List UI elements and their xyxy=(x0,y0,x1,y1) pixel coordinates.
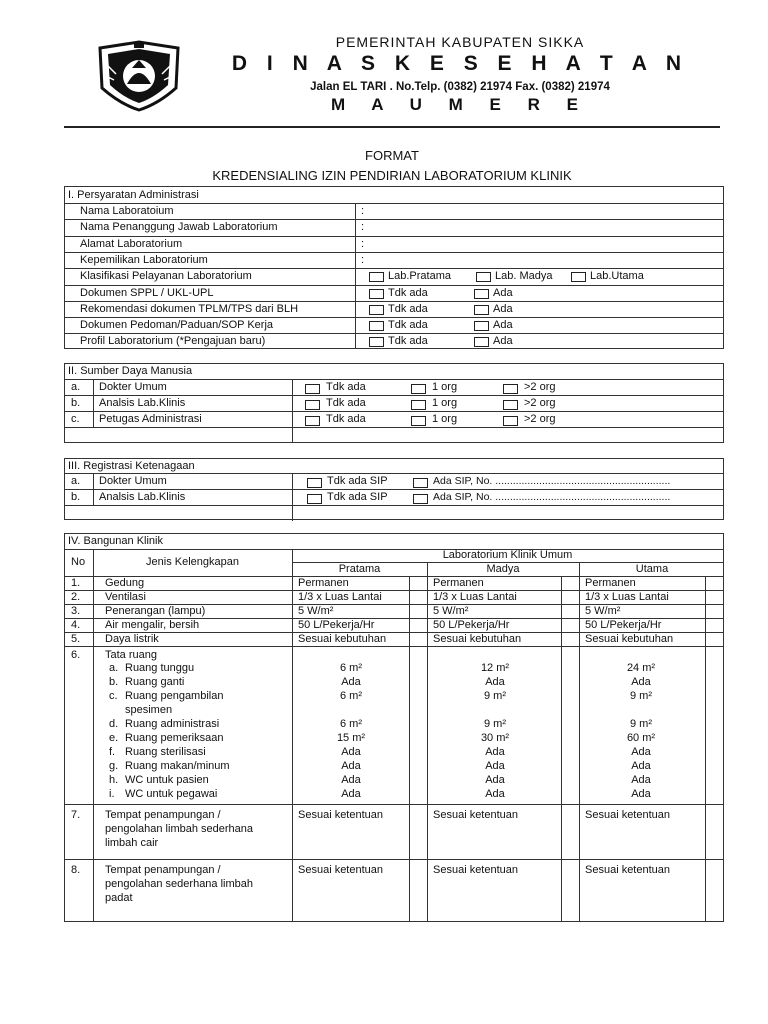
room-size-value: Ada xyxy=(485,746,505,758)
item-name: Penerangan (lampu) xyxy=(105,605,206,617)
option-label: 1 org xyxy=(432,397,458,409)
column-divider xyxy=(561,576,562,922)
room-size-value: Ada xyxy=(485,760,505,772)
item-name: Air mengalir, bersih xyxy=(105,619,200,631)
row-divider xyxy=(65,505,723,506)
option-checkbox-tdk-ada[interactable] xyxy=(305,416,320,426)
item-description: limbah cair xyxy=(105,837,159,849)
option-label: 1 org xyxy=(432,413,458,425)
option-checkbox-2-org[interactable] xyxy=(503,400,518,410)
sub-item-name: WC untuk pegawai xyxy=(125,788,218,800)
row-divider xyxy=(65,646,723,647)
header-divider xyxy=(64,126,720,128)
col-header-jenis: Jenis Kelengkapan xyxy=(146,556,239,568)
room-size-value: 6 m² xyxy=(340,662,362,674)
room-size-value: Ada xyxy=(631,760,651,772)
column-divider xyxy=(93,473,94,505)
column-divider xyxy=(292,473,293,521)
level-value: Permanen xyxy=(585,577,636,589)
sub-item-name: Ruang tunggu xyxy=(125,662,195,674)
field-label: Nama Laboratoium xyxy=(80,205,174,217)
option-label: Ada xyxy=(493,286,513,299)
option-label: >2 org xyxy=(524,397,556,409)
field-colon: : xyxy=(361,221,365,234)
office-address: Jalan EL TARI . No.Telp. (0382) 21974 Fax. (0382) 21974 xyxy=(310,81,610,93)
field-label: Profil Laboratorium (*Pengajuan baru) xyxy=(80,335,266,348)
option-label: 1 org xyxy=(432,381,458,393)
room-size-value: 9 m² xyxy=(484,718,506,730)
level-value: 50 L/Pekerja/Hr xyxy=(298,619,375,631)
room-size-value: Ada xyxy=(631,774,651,786)
has-sip-checkbox[interactable] xyxy=(413,494,428,504)
row-divider xyxy=(65,804,723,805)
column-divider xyxy=(93,379,94,427)
level-value: Sesuai ketentuan xyxy=(298,809,384,821)
sub-item-letter: i. xyxy=(109,788,115,800)
option-label: Lab.Pratama xyxy=(388,270,451,283)
option-checkbox-tdk-ada[interactable] xyxy=(305,400,320,410)
option-checkbox-lab-pratama[interactable] xyxy=(369,272,384,282)
col-header-level: Madya xyxy=(486,563,520,575)
row-divider xyxy=(65,859,723,860)
col-header-group: Laboratorium Klinik Umum xyxy=(442,549,573,561)
row-number: 1. xyxy=(71,577,81,589)
option-checkbox-tdk-ada[interactable] xyxy=(369,305,384,315)
row-number: 4. xyxy=(71,619,81,631)
option-checkbox-ada[interactable] xyxy=(474,305,489,315)
no-sip-checkbox[interactable] xyxy=(307,478,322,488)
staff-label: Analsis Lab.Klinis xyxy=(99,397,186,409)
field-colon: : xyxy=(361,237,365,250)
col-header-no: No xyxy=(71,556,86,568)
section-administrative-requirements xyxy=(64,186,724,349)
option-label: Tdk ada xyxy=(326,413,366,425)
item-name: Gedung xyxy=(105,577,145,589)
sub-item-name: Ruang administrasi xyxy=(125,718,220,730)
sub-item-letter: a. xyxy=(109,662,119,674)
option-checkbox-tdk-ada[interactable] xyxy=(305,384,320,394)
option-checkbox-1-org[interactable] xyxy=(411,400,426,410)
option-label: Tdk ada xyxy=(326,381,366,393)
row-number: 2. xyxy=(71,591,81,603)
sub-item-name: WC untuk pasien xyxy=(125,774,209,786)
option-label: Ada xyxy=(493,335,513,348)
option-label: Lab.Utama xyxy=(590,270,644,283)
sub-item-name: Ruang makan/minum xyxy=(125,760,230,772)
row-number: 6. xyxy=(71,649,81,661)
room-size-value: Ada xyxy=(341,676,361,688)
room-size-value: 24 m² xyxy=(626,662,656,674)
item-description: padat xyxy=(105,892,133,904)
field-label: Klasifikasi Pelayanan Laboratorium xyxy=(80,270,252,283)
row-letter: a. xyxy=(71,381,81,393)
staff-label: Analsis Lab.Klinis xyxy=(99,491,186,503)
field-label: Rekomendasi dokumen TPLM/TPS dari BLH xyxy=(80,302,299,315)
office-name: D I N A S K E S E H A T A N xyxy=(231,52,689,75)
field-label: Nama Penanggung Jawab Laboratorium xyxy=(80,221,278,234)
field-label: Kepemilikan Laboratorium xyxy=(80,253,208,266)
room-size-value: Ada xyxy=(631,746,651,758)
level-value: Sesuai kebutuhan xyxy=(585,633,674,645)
row-letter: b. xyxy=(71,397,81,409)
row-number: 5. xyxy=(71,633,81,645)
room-size-value: 60 m² xyxy=(626,732,656,744)
item-name: Daya listrik xyxy=(105,633,159,645)
room-size-value: Ada xyxy=(485,676,505,688)
option-checkbox-2-org[interactable] xyxy=(503,384,518,394)
room-size-value: Ada xyxy=(341,774,361,786)
option-label: Ada SIP, No. ............................................................ xyxy=(433,475,671,487)
level-value: Sesuai kebutuhan xyxy=(298,633,387,645)
option-label: Tdk ada SIP xyxy=(327,491,388,503)
room-size-value: Ada xyxy=(485,774,505,786)
sub-item-name: Ruang sterilisasi xyxy=(125,746,206,758)
row-number: 8. xyxy=(71,864,81,876)
level-value: 50 L/Pekerja/Hr xyxy=(585,619,662,631)
level-value: Permanen xyxy=(433,577,484,589)
level-value: Sesuai ketentuan xyxy=(433,864,519,876)
field-label: Alamat Laboratorium xyxy=(80,237,183,250)
option-checkbox-ada[interactable] xyxy=(474,289,489,299)
has-sip-checkbox[interactable] xyxy=(413,478,428,488)
room-size-value: 6 m² xyxy=(340,690,362,702)
option-checkbox-tdk-ada[interactable] xyxy=(369,321,384,331)
level-value: Sesuai ketentuan xyxy=(585,809,671,821)
item-description: pengolahan limbah sederhana xyxy=(105,823,254,835)
room-size-value: 9 m² xyxy=(630,718,652,730)
item-name: Ventilasi xyxy=(105,591,146,603)
regency-emblem-logo xyxy=(96,40,182,112)
sub-item-letter: c. xyxy=(109,690,118,702)
level-value: 50 L/Pekerja/Hr xyxy=(433,619,510,631)
sub-item-name: Ruang pemeriksaan xyxy=(125,732,224,744)
doc-title: KREDENSIALING IZIN PENDIRIAN LABORATORIUM KLINIK xyxy=(212,168,572,183)
section-title: IV. Bangunan Klinik xyxy=(68,535,163,547)
sub-item-letter: b. xyxy=(109,676,119,688)
option-checkbox-ada[interactable] xyxy=(474,337,489,347)
option-label: >2 org xyxy=(524,413,556,425)
level-value: 1/3 x Luas Lantai xyxy=(298,591,382,603)
item-description: Tempat penampungan / xyxy=(105,809,221,821)
option-checkbox-1-org[interactable] xyxy=(411,416,426,426)
option-checkbox-2-org[interactable] xyxy=(503,416,518,426)
level-value: 5 W/m² xyxy=(433,605,469,617)
room-size-value: 12 m² xyxy=(480,662,510,674)
option-label: Tdk ada xyxy=(388,302,428,315)
staff-label: Petugas Administrasi xyxy=(99,413,202,425)
column-divider xyxy=(579,562,580,922)
level-value: 5 W/m² xyxy=(298,605,334,617)
doc-title-format: FORMAT xyxy=(365,148,419,163)
item-name: Tata ruang xyxy=(105,649,157,661)
option-label: Tdk ada SIP xyxy=(327,475,388,487)
item-description: pengolahan sederhana limbah xyxy=(105,878,254,890)
sub-item-letter: g. xyxy=(109,760,119,772)
office-city: M A U M E R E xyxy=(331,95,589,114)
sub-item-name: Ruang ganti xyxy=(125,676,185,688)
room-size-value: 30 m² xyxy=(480,732,510,744)
option-label: >2 org xyxy=(524,381,556,393)
room-size-value: 6 m² xyxy=(340,718,362,730)
level-value: Sesuai kebutuhan xyxy=(433,633,522,645)
column-divider xyxy=(705,576,706,922)
row-number: 7. xyxy=(71,809,81,821)
option-checkbox-tdk-ada[interactable] xyxy=(369,337,384,347)
level-value: Sesuai ketentuan xyxy=(585,864,671,876)
sub-item-letter: d. xyxy=(109,718,119,730)
section-clinic-building xyxy=(64,533,724,922)
sub-item-letter: h. xyxy=(109,774,119,786)
level-value: Permanen xyxy=(298,577,349,589)
room-size-value: 9 m² xyxy=(484,690,506,702)
room-size-value: Ada xyxy=(631,676,651,688)
option-checkbox-lab-madya[interactable] xyxy=(476,272,491,282)
row-letter: c. xyxy=(71,413,80,425)
staff-label: Dokter Umum xyxy=(99,381,167,393)
room-size-value: Ada xyxy=(485,788,505,800)
option-checkbox-tdk-ada[interactable] xyxy=(369,289,384,299)
option-label: Tdk ada xyxy=(388,286,428,299)
col-header-level: Utama xyxy=(635,563,669,575)
column-divider xyxy=(355,203,356,349)
sub-item-name-cont: spesimen xyxy=(125,704,173,716)
staff-label: Dokter Umum xyxy=(99,475,167,487)
level-value: 1/3 x Luas Lantai xyxy=(433,591,517,603)
row-letter: a. xyxy=(71,475,81,487)
room-size-value: 9 m² xyxy=(630,690,652,702)
sub-item-letter: e. xyxy=(109,732,119,744)
sub-item-letter: f. xyxy=(109,746,116,758)
column-divider xyxy=(427,562,428,922)
col-header-level: Pratama xyxy=(338,563,381,575)
option-label: Ada SIP, No. ............................................................ xyxy=(433,491,671,503)
section-title: II. Sumber Daya Manusia xyxy=(68,365,193,377)
option-label: Ada xyxy=(493,302,513,315)
option-checkbox-1-org[interactable] xyxy=(411,384,426,394)
column-divider xyxy=(409,576,410,922)
section-title: III. Registrasi Ketenagaan xyxy=(68,460,195,472)
level-value: Sesuai ketentuan xyxy=(433,809,519,821)
room-size-value: Ada xyxy=(631,788,651,800)
section-title: I. Persyaratan Administrasi xyxy=(68,189,199,201)
no-sip-checkbox[interactable] xyxy=(307,494,322,504)
section-human-resources xyxy=(64,363,724,443)
item-description: Tempat penampungan / xyxy=(105,864,221,876)
row-divider xyxy=(65,427,723,428)
row-letter: b. xyxy=(71,491,81,503)
level-value: 1/3 x Luas Lantai xyxy=(585,591,669,603)
room-size-value: 15 m² xyxy=(336,732,366,744)
column-divider xyxy=(292,379,293,443)
level-value: 5 W/m² xyxy=(585,605,621,617)
field-label: Dokumen SPPL / UKL-UPL xyxy=(80,286,214,299)
section-staff-registration xyxy=(64,458,724,520)
field-colon: : xyxy=(361,205,365,217)
option-label: Lab. Madya xyxy=(495,270,553,283)
row-number: 3. xyxy=(71,605,81,617)
field-colon: : xyxy=(361,253,365,266)
govt-name: PEMERINTAH KABUPATEN SIKKA xyxy=(335,34,585,50)
room-size-value: Ada xyxy=(341,746,361,758)
option-label: Tdk ada xyxy=(388,319,428,332)
room-size-value: Ada xyxy=(341,788,361,800)
option-checkbox-lab-utama[interactable] xyxy=(571,272,586,282)
option-checkbox-ada[interactable] xyxy=(474,321,489,331)
room-size-value: Ada xyxy=(341,760,361,772)
option-label: Tdk ada xyxy=(326,397,366,409)
level-value: Sesuai ketentuan xyxy=(298,864,384,876)
option-label: Ada xyxy=(493,319,513,332)
sub-item-name: Ruang pengambilan xyxy=(125,690,224,702)
option-label: Tdk ada xyxy=(388,335,428,348)
field-label: Dokumen Pedoman/Paduan/SOP Kerja xyxy=(80,319,274,332)
